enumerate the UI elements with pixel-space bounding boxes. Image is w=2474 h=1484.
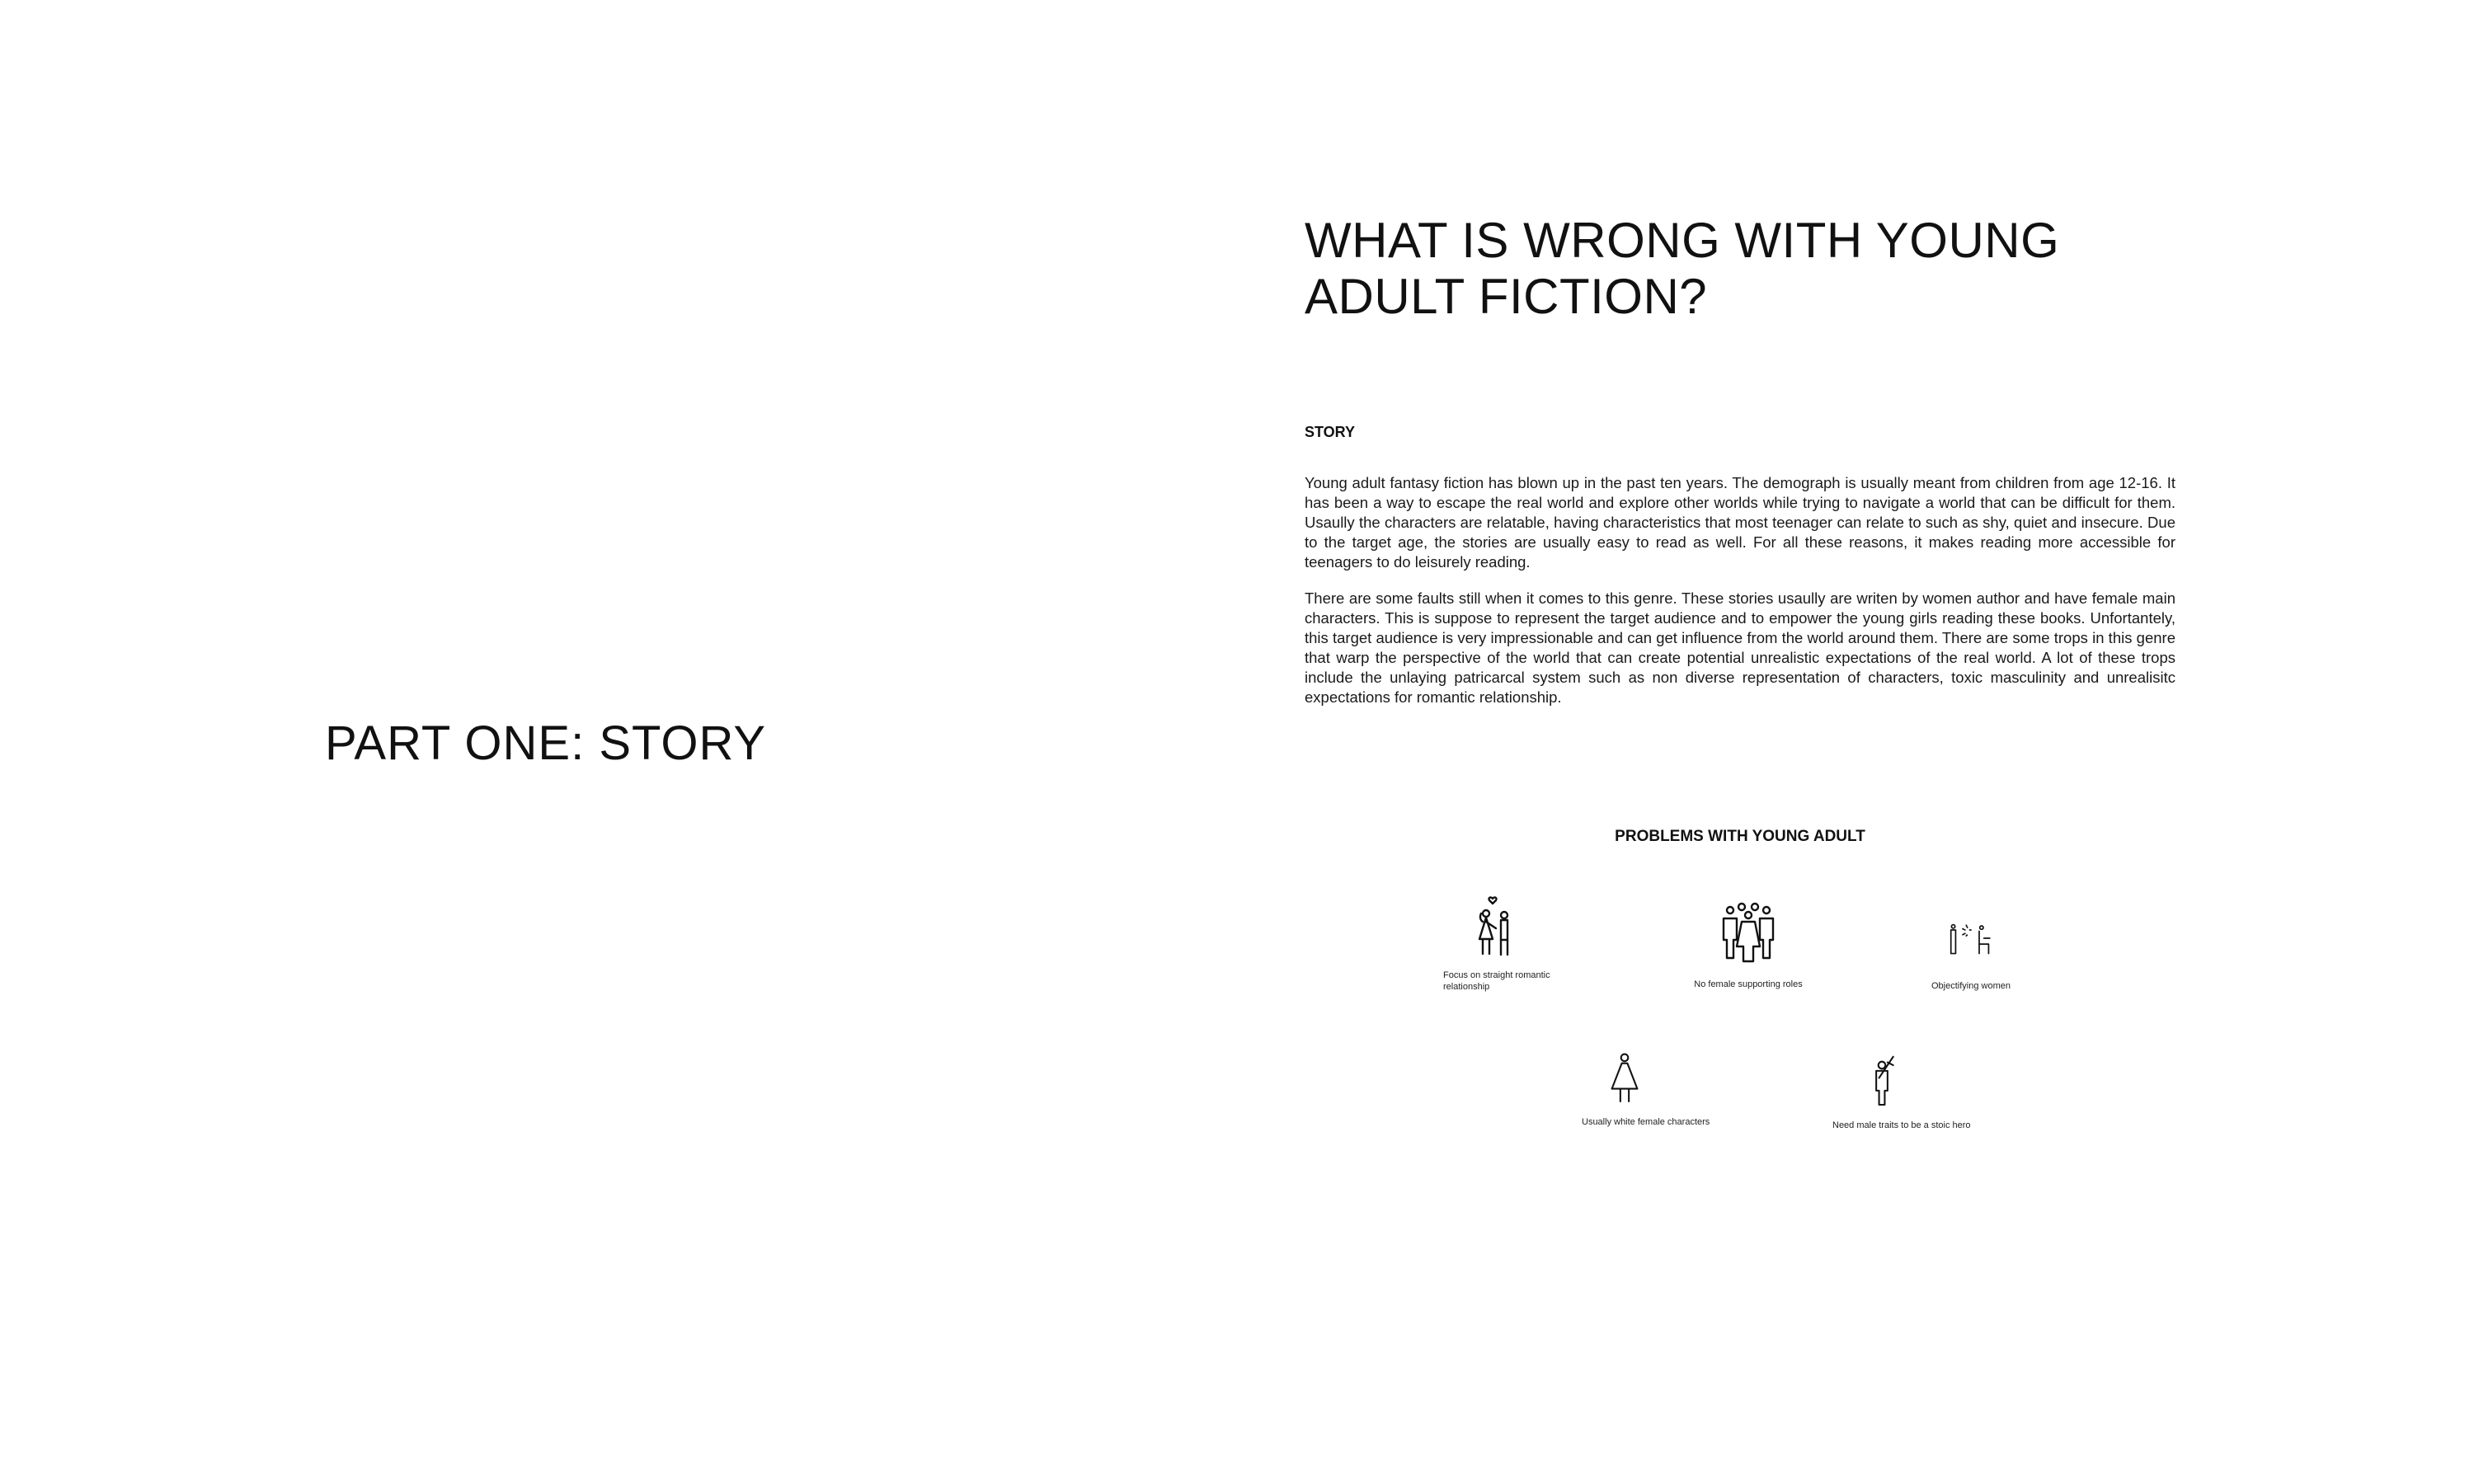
problem-item-stoic-hero xyxy=(1832,1055,1973,1131)
problem-item-romance xyxy=(1443,895,1583,993)
problem-caption: No female supporting roles xyxy=(1694,979,1803,989)
part-title: PART ONE: STORY xyxy=(325,716,767,770)
whistle-icon xyxy=(1936,922,2006,971)
problems-title: PROBLEMS WITH YOUNG ADULT xyxy=(1615,828,1865,845)
group-icon xyxy=(1714,900,1783,970)
couple-heart-icon xyxy=(1468,895,1521,965)
problem-caption: Focus on straight romantic relationship xyxy=(1443,970,1550,992)
story-paragraph-2: There are some faults still when it comes to this genre. These stories usaully are writen by women author and have female main characters. This is suppose to represent the target audience and to empower the young girls reading these books. Unfortantely, this target audience is very impressionable and can get influence from the world around them. There are some trops in this genre that warp the perspective of the world that can create potential unrealistic expectations of the real world. A lot of these trops include the unlaying patricarcal system such as non diverse representation of characters, toxic masculinity and unrealisitc expectations for romantic relationship. xyxy=(1305,589,2175,706)
problem-caption: Objectifying women xyxy=(1931,981,2011,991)
woman-icon xyxy=(1598,1052,1651,1111)
problem-item-white-characters xyxy=(1582,1052,1722,1128)
problem-item-objectifying xyxy=(1913,922,2029,992)
problem-item-supporting-roles xyxy=(1674,900,1823,990)
story-paragraph-1: Young adult fantasy fiction has blown up in the past ten years. The demograph is usually meant from children from age 12-16. It has been a way to escape the real world and explore other worlds while trying to navigate a world that can be difficult for them. Usaully the characters are relatable, having characteristics that most teenager can relate to such as shy, quiet and insecure. Due to the target age, the stories are usually easy to read as well. For all these reasons, it makes reading more accessible for teenagers to do leisurely reading. xyxy=(1305,474,2175,571)
problem-caption: Usually white female characters xyxy=(1582,1117,1710,1127)
page-title: WHAT IS WRONG WITH YOUNG ADULT FICTION? xyxy=(1305,213,2060,324)
problem-caption: Need male traits to be a stoic hero xyxy=(1832,1120,1971,1130)
hero-sword-icon xyxy=(1856,1055,1908,1115)
section-label: STORY xyxy=(1305,424,1356,440)
